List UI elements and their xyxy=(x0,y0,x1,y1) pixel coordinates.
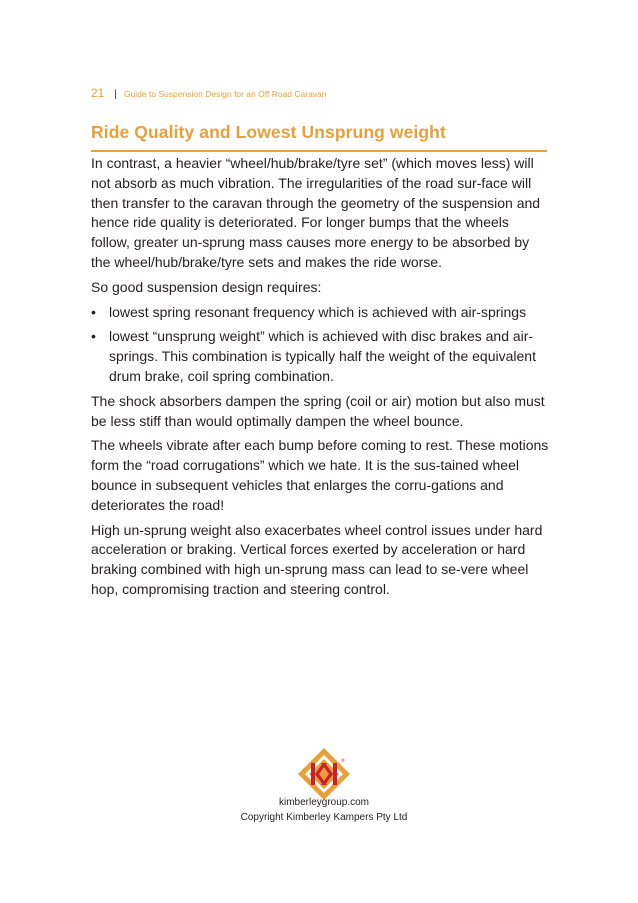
list-item-text: lowest “unsprung weight” which is achieved with disc brakes and air-springs. This combination is typically half the weight of the equivalent drum brake, coil spring combination. xyxy=(109,328,536,384)
paragraph: In contrast, a heavier “wheel/hub/brake/tyre set” (which moves less) will not absorb as much vibration. The irregularities of the road sur-face will then transfer to the caravan through the geometry of the suspension and hence ride quality is deteriorated. For longer bumps that the wheels follow, greater un-sprung mass causes more energy to be absorbed by the wheel/hub/brake/tyre sets and makes the ride worse. xyxy=(91,155,541,270)
list-item-text: lowest spring resonant frequency which is achieved with air-springs xyxy=(109,303,527,320)
footer-copyright: Copyright Kimberley Kampers Pty Ltd xyxy=(240,812,408,823)
requirements-list xyxy=(91,303,551,387)
list-item xyxy=(91,303,551,323)
body-text xyxy=(91,154,551,605)
page-header xyxy=(91,86,327,102)
footer-website: kimberleygroup.com xyxy=(278,797,370,808)
paragraph: So good suspension design requires: xyxy=(91,278,322,295)
paragraph: The wheels vibrate after each bump before coming to rest. These motions form the “road corrugations” which we hate. It is the sus-tained wheel bounce in subsequent vehicles that enlarges the corru-gations and deteriorates the road! xyxy=(91,437,549,513)
bullet-icon: • xyxy=(91,303,96,320)
header-separator: | xyxy=(114,89,117,100)
list-item xyxy=(91,327,551,386)
paragraph: High un-sprung weight also exacerbates wheel control issues under hard acceleration or braking. Vertical forces exerted by acceleration or hard braking combined with high un-sprung mass can lead to se-vere wheel hop, compromising traction and steering control. xyxy=(91,521,543,597)
running-title: Guide to Suspension Design for an Off Road Caravan xyxy=(123,89,327,99)
page-number: 21 xyxy=(91,86,105,100)
paragraph: The shock absorbers dampen the spring (coil or air) motion but also must be less stiff than would optimally dampen the wheel bounce. xyxy=(91,392,545,429)
bullet-icon: • xyxy=(91,328,96,345)
svg-text:®: ® xyxy=(341,758,345,763)
section-title: Ride Quality and Lowest Unsprung weight xyxy=(91,122,446,142)
kimberley-logo-icon xyxy=(297,747,351,801)
title-rule xyxy=(91,150,547,152)
